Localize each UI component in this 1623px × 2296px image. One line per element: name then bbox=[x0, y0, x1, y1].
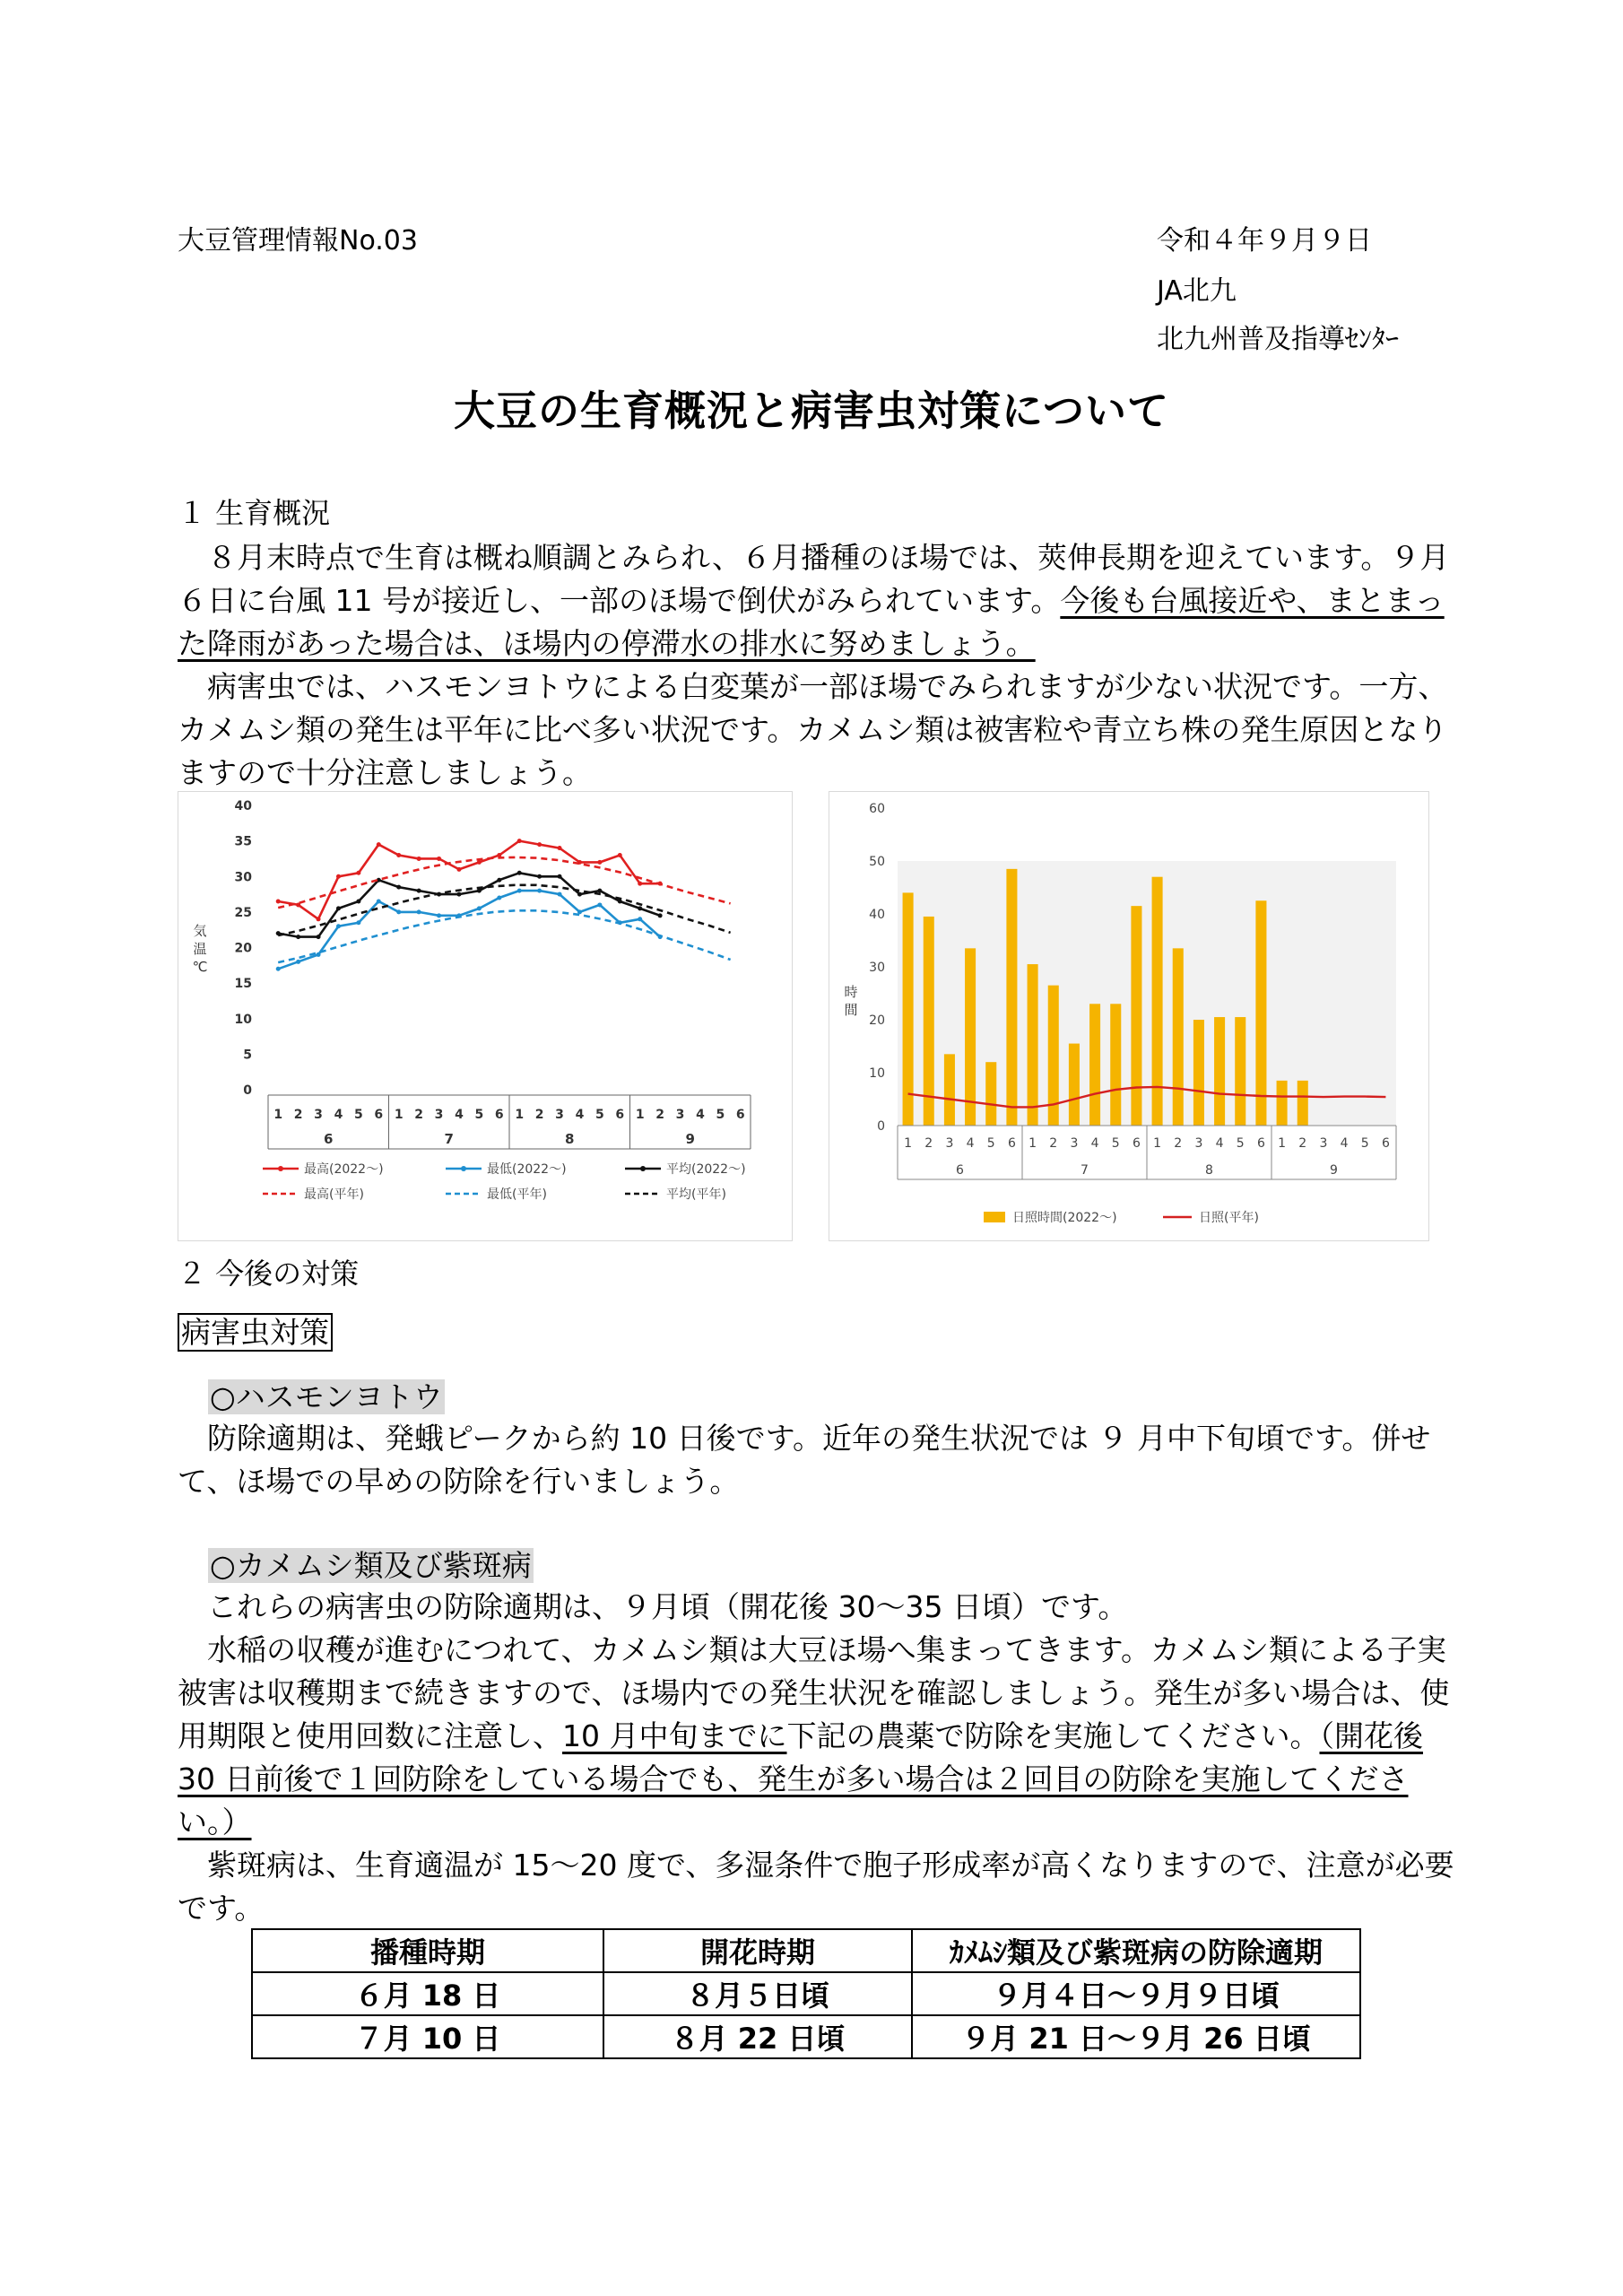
x-tick-label: 4 bbox=[334, 1108, 343, 1122]
y-axis-label-char: 時 bbox=[844, 984, 858, 1000]
section1-paragraph2: 病害虫では、ハスモンヨトウによる白変葉が一部ほ場でみられますが少ない状況です。一方、カメムシ類の発生は平年に比べ多い状況です。カメムシ類は被害粒や青立ち株の発生原因となりますので十分注意しましょう。 bbox=[178, 669, 1448, 790]
x-tick-label: 4 bbox=[1340, 1136, 1349, 1151]
x-tick-label: 4 bbox=[1090, 1136, 1099, 1151]
y-axis-label-char: 間 bbox=[844, 1002, 858, 1018]
month-label: 6 bbox=[956, 1163, 964, 1178]
y-tick-label: 30 bbox=[869, 961, 885, 975]
month-label: 9 bbox=[1330, 1163, 1338, 1178]
data-point bbox=[356, 871, 360, 875]
x-tick-label: 1 bbox=[635, 1108, 645, 1122]
x-tick-label: 6 bbox=[494, 1108, 504, 1122]
x-tick-label: 2 bbox=[1298, 1136, 1307, 1151]
month-label: 8 bbox=[1205, 1163, 1213, 1178]
data-point bbox=[356, 920, 360, 925]
table-header-sowing: 播種時期 bbox=[252, 1929, 603, 1972]
x-tick-label: 6 bbox=[615, 1108, 625, 1122]
data-point bbox=[558, 846, 562, 850]
y-tick-label: 10 bbox=[869, 1066, 885, 1081]
bar bbox=[1028, 964, 1038, 1126]
data-point bbox=[417, 857, 421, 861]
x-tick-label: 3 bbox=[555, 1108, 564, 1122]
data-point bbox=[456, 867, 461, 872]
data-point bbox=[417, 909, 421, 914]
legend-marker bbox=[640, 1166, 646, 1171]
org-ja: JA北九 bbox=[1157, 275, 1237, 307]
y-axis-label-char: ℃ bbox=[192, 959, 208, 975]
y-tick-label: 15 bbox=[234, 977, 252, 992]
table-cell: ８月 22 日頃 bbox=[603, 2015, 912, 2058]
x-tick-label: 5 bbox=[716, 1108, 725, 1122]
x-tick-label: 2 bbox=[1174, 1136, 1183, 1151]
bar bbox=[985, 1062, 996, 1126]
data-point bbox=[517, 871, 522, 875]
stinkbug-para-b: 下記の農薬で防除を実施してください。 bbox=[786, 1718, 1320, 1753]
x-tick-label: 3 bbox=[1319, 1136, 1328, 1151]
bar bbox=[924, 917, 934, 1126]
x-tick-label: 6 bbox=[1007, 1136, 1016, 1151]
month-label: 9 bbox=[685, 1131, 695, 1147]
table-cell: ８月５日頃 bbox=[603, 1972, 912, 2015]
data-point bbox=[377, 842, 381, 847]
x-tick-label: 3 bbox=[314, 1108, 323, 1122]
bar bbox=[965, 948, 976, 1126]
x-tick-label: 1 bbox=[904, 1136, 913, 1151]
legend-marker bbox=[278, 1166, 283, 1171]
x-tick-label: 1 bbox=[1153, 1136, 1162, 1151]
data-point bbox=[356, 899, 360, 903]
pest-box-label-text: 病害虫対策 bbox=[178, 1313, 333, 1352]
temperature-chart bbox=[178, 791, 793, 1241]
sunshine-chart bbox=[829, 791, 1429, 1241]
legend-label: 平均(平年) bbox=[666, 1187, 726, 1202]
data-point bbox=[537, 842, 542, 847]
x-tick-label: 4 bbox=[966, 1136, 975, 1151]
data-point bbox=[638, 906, 642, 910]
armyworm-text: 防除適期は、発蛾ピークから約 10 日後です。近年の発生状況では ９ 月中下旬頃です。併せて、ほ場での早めの防除を行いましょう。 bbox=[178, 1421, 1431, 1499]
x-tick-label: 3 bbox=[1194, 1136, 1203, 1151]
x-tick-label: 1 bbox=[1028, 1136, 1037, 1151]
data-point bbox=[377, 899, 381, 903]
series-line bbox=[278, 891, 660, 969]
stinkbug-body bbox=[178, 1586, 1462, 1930]
bar bbox=[1089, 1004, 1100, 1126]
page-title: 大豆の生育概況と病害虫対策について bbox=[453, 387, 1170, 435]
data-point bbox=[336, 906, 341, 910]
section1-heading: １ 生育概況 bbox=[178, 496, 331, 530]
legend-swatch bbox=[984, 1212, 1005, 1222]
bar bbox=[903, 892, 914, 1126]
bar bbox=[1193, 1020, 1204, 1126]
bar bbox=[1069, 1044, 1080, 1126]
x-tick-label: 3 bbox=[675, 1108, 685, 1122]
stinkbug-second-spray-note: （開花後 30 日前後で１回防除をしている場合でも、発生が多い場合は２回目の防除を実施してください。） bbox=[178, 1718, 1423, 1839]
month-label: 8 bbox=[565, 1131, 575, 1147]
x-tick-label: 5 bbox=[1111, 1136, 1120, 1151]
temperature-chart-svg bbox=[178, 792, 792, 1240]
data-point bbox=[517, 889, 522, 893]
schedule-table bbox=[251, 1928, 1361, 2059]
bar bbox=[1255, 900, 1266, 1126]
sunshine-chart-svg bbox=[829, 792, 1428, 1240]
data-point bbox=[336, 874, 341, 879]
data-point bbox=[396, 909, 401, 914]
subheading-armyworm bbox=[208, 1378, 445, 1417]
data-point bbox=[456, 892, 461, 897]
x-tick-label: 5 bbox=[474, 1108, 484, 1122]
series-line bbox=[278, 857, 730, 908]
series-line bbox=[278, 885, 730, 935]
bar bbox=[1173, 948, 1184, 1126]
y-tick-label: 5 bbox=[243, 1048, 252, 1063]
x-tick-label: 3 bbox=[945, 1136, 954, 1151]
stinkbug-deadline: 10 月中旬までに bbox=[562, 1718, 787, 1753]
data-point bbox=[497, 878, 501, 883]
y-tick-label: 40 bbox=[234, 799, 252, 813]
doc-date: 令和４年９月９日 bbox=[1157, 225, 1372, 257]
table-cell: ９月４日～９月９日頃 bbox=[912, 1972, 1360, 2015]
month-label: 7 bbox=[1081, 1163, 1089, 1178]
x-tick-label: 5 bbox=[354, 1108, 363, 1122]
table-cell: ７月 10 日 bbox=[252, 2015, 603, 2058]
y-axis-label-char: 気 bbox=[193, 923, 207, 939]
data-point bbox=[417, 889, 421, 893]
y-tick-label: 10 bbox=[234, 1012, 252, 1027]
data-point bbox=[537, 889, 542, 893]
table-header-control: ｶﾒﾑｼ類及び紫斑病の防除適期 bbox=[912, 1929, 1360, 1972]
y-axis-label-char: 温 bbox=[193, 941, 207, 957]
x-tick-label: 4 bbox=[1215, 1136, 1224, 1151]
stinkbug-line1: これらの病害虫の防除適期は、９月頃（開花後 30～35 日頃）です。 bbox=[207, 1589, 1128, 1624]
y-tick-label: 40 bbox=[869, 908, 885, 922]
x-tick-label: 6 bbox=[1256, 1136, 1265, 1151]
purple-stain-text: 紫斑病は、生育適温が 15～20 度で、多湿条件で胞子形成率が高くなりますので、注意が必要です。 bbox=[178, 1848, 1454, 1926]
bar bbox=[1298, 1081, 1308, 1126]
table-row bbox=[252, 1972, 1360, 2015]
x-tick-label: 2 bbox=[924, 1136, 933, 1151]
data-point bbox=[618, 899, 622, 903]
legend-label: 最低(2022～) bbox=[487, 1162, 567, 1177]
x-tick-label: 6 bbox=[735, 1108, 745, 1122]
x-tick-label: 6 bbox=[1381, 1136, 1390, 1151]
y-tick-label: 30 bbox=[234, 870, 252, 885]
x-tick-label: 5 bbox=[986, 1136, 995, 1151]
subheading-stinkbug bbox=[208, 1546, 534, 1586]
section1-underline-note: 今後も台風接近や、まとまった降雨があった場合は、ほ場内の停滞水の排水に努めましょう。 bbox=[178, 583, 1445, 661]
data-point bbox=[396, 885, 401, 890]
table-row bbox=[252, 2015, 1360, 2058]
subheading-stinkbug-text: ○カメムシ類及び紫斑病 bbox=[210, 1548, 532, 1583]
bar bbox=[1110, 1004, 1121, 1126]
x-tick-label: 4 bbox=[696, 1108, 705, 1122]
data-point bbox=[477, 906, 482, 910]
table-header-row bbox=[252, 1929, 1360, 1972]
data-point bbox=[618, 853, 622, 857]
bar bbox=[1006, 869, 1017, 1126]
bar bbox=[1277, 1081, 1288, 1126]
legend-label: 最低(平年) bbox=[487, 1187, 547, 1202]
pest-box-label bbox=[178, 1313, 333, 1352]
data-point bbox=[658, 913, 663, 918]
data-point bbox=[497, 896, 501, 900]
data-point bbox=[577, 892, 582, 897]
data-point bbox=[638, 917, 642, 921]
x-tick-label: 5 bbox=[1360, 1136, 1369, 1151]
data-point bbox=[597, 889, 602, 893]
data-point bbox=[517, 839, 522, 843]
data-point bbox=[558, 874, 562, 879]
bar bbox=[1131, 906, 1141, 1126]
doc-number: 大豆管理情報No.03 bbox=[178, 225, 418, 257]
data-point bbox=[276, 899, 281, 903]
legend-label: 日照時間(2022～) bbox=[1012, 1211, 1117, 1225]
org-center: 北九州普及指導ｾﾝﾀｰ bbox=[1157, 324, 1399, 355]
data-point bbox=[317, 935, 321, 939]
x-tick-label: 1 bbox=[515, 1108, 525, 1122]
x-tick-label: 2 bbox=[414, 1108, 423, 1122]
x-tick-label: 2 bbox=[1049, 1136, 1058, 1151]
y-tick-label: 0 bbox=[243, 1083, 252, 1098]
y-tick-label: 25 bbox=[234, 905, 252, 920]
y-tick-label: 20 bbox=[869, 1013, 885, 1028]
section1-paragraph1: ８月末時点で生育は概ね順調とみられ、６月播種のほ場では、莢伸長期を迎えています。９月６日に台風 11 号が接近し、一部のほ場で倒伏がみられています。 bbox=[178, 540, 1450, 618]
y-tick-label: 0 bbox=[877, 1119, 885, 1134]
x-tick-label: 3 bbox=[434, 1108, 444, 1122]
data-point bbox=[437, 913, 441, 918]
table-header-flowering: 開花時期 bbox=[603, 1929, 912, 1972]
bar bbox=[1235, 1017, 1245, 1126]
bar bbox=[944, 1054, 955, 1126]
bar bbox=[1214, 1017, 1225, 1126]
data-point bbox=[296, 960, 300, 964]
month-label: 7 bbox=[444, 1131, 454, 1147]
x-tick-label: 5 bbox=[1236, 1136, 1245, 1151]
x-tick-label: 4 bbox=[575, 1108, 585, 1122]
y-tick-label: 35 bbox=[234, 834, 252, 849]
x-tick-label: 1 bbox=[394, 1108, 404, 1122]
legend-label: 最高(2022～) bbox=[304, 1162, 384, 1177]
stinkbug-para-a: 水稲の収穫が進むにつれて、カメムシ類は大豆ほ場へ集まってきます。カメムシ類による子実被害は収穫期まで続きますので、ほ場内での発生状況を確認しましょう。発生が多い場合は、使用期限と使用回数に注意し、 bbox=[178, 1632, 1450, 1753]
y-tick-label: 50 bbox=[869, 855, 885, 869]
data-point bbox=[597, 902, 602, 907]
data-point bbox=[597, 860, 602, 865]
data-point bbox=[437, 857, 441, 861]
month-label: 6 bbox=[324, 1131, 334, 1147]
subheading-armyworm-text: ○ハスモンヨトウ bbox=[210, 1379, 443, 1414]
x-tick-label: 1 bbox=[1278, 1136, 1287, 1151]
x-tick-label: 2 bbox=[655, 1108, 664, 1122]
x-tick-label: 4 bbox=[455, 1108, 464, 1122]
data-point bbox=[276, 967, 281, 971]
x-tick-label: 3 bbox=[1070, 1136, 1079, 1151]
x-tick-label: 1 bbox=[273, 1108, 283, 1122]
x-tick-label: 2 bbox=[534, 1108, 544, 1122]
x-tick-label: 5 bbox=[595, 1108, 604, 1122]
section2-heading: ２ 今後の対策 bbox=[178, 1257, 360, 1291]
table-cell: ６月 18 日 bbox=[252, 1972, 603, 2015]
data-point bbox=[317, 917, 321, 921]
x-tick-label: 6 bbox=[374, 1108, 384, 1122]
x-tick-label: 2 bbox=[293, 1108, 303, 1122]
legend-label: 最高(平年) bbox=[304, 1187, 364, 1202]
data-point bbox=[396, 853, 401, 857]
section1-body bbox=[178, 536, 1462, 795]
y-tick-label: 20 bbox=[234, 941, 252, 956]
data-point bbox=[296, 935, 300, 939]
data-point bbox=[317, 952, 321, 957]
data-point bbox=[336, 924, 341, 928]
data-point bbox=[558, 892, 562, 897]
data-point bbox=[537, 874, 542, 879]
legend-label: 平均(2022～) bbox=[666, 1162, 746, 1177]
data-point bbox=[638, 882, 642, 886]
y-tick-label: 60 bbox=[869, 802, 885, 816]
x-tick-label: 6 bbox=[1132, 1136, 1141, 1151]
table-cell: ９月 21 日～９月 26 日頃 bbox=[912, 2015, 1360, 2058]
legend-label: 日照(平年) bbox=[1199, 1211, 1259, 1225]
legend-marker bbox=[461, 1166, 466, 1171]
